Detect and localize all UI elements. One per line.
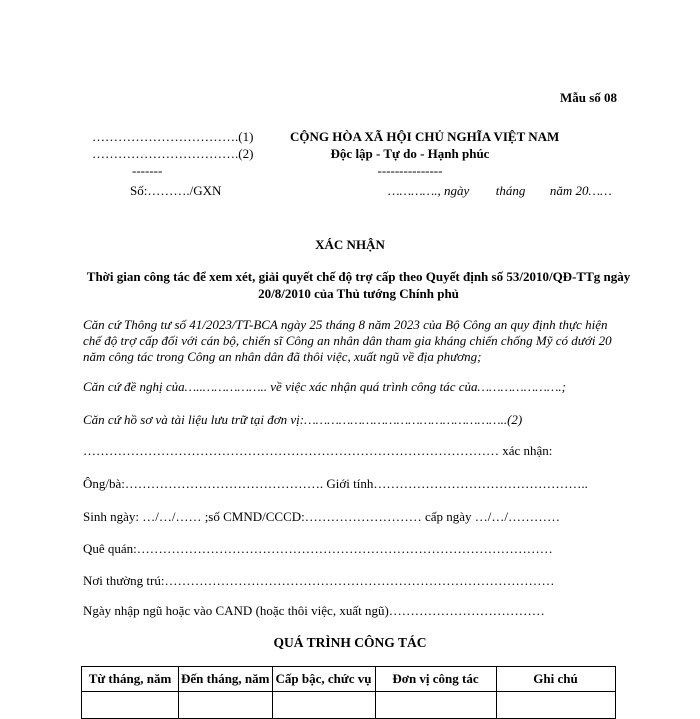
- country-name: CỘNG HÒA XÃ HỘI CHỦ NGHĨA VIỆT NAM: [290, 129, 560, 144]
- document-number: Số:………./GXN: [130, 183, 222, 198]
- date-month: tháng: [495, 183, 526, 198]
- place-date-line: [388, 183, 612, 199]
- enlistment-date-line: Ngày nhập ngũ hoặc vào CAND (hoặc thôi việc, xuất ngũ)………………………………: [83, 603, 545, 618]
- table-header-row: [82, 667, 616, 692]
- table-row: [82, 692, 616, 719]
- hometown-line: Quê quán:……………………………………………………………………………………: [83, 541, 553, 556]
- issuing-agency-block: [92, 128, 267, 179]
- table-cell: [496, 692, 615, 719]
- national-motto-block: [290, 128, 560, 179]
- name-gender-line: Ông/bà:………………………………………. Giới tính…………………………………………..: [83, 476, 588, 491]
- col-rank: Cấp bậc, chức vụ: [272, 667, 375, 692]
- section-title: QUÁ TRÌNH CÔNG TÁC: [273, 635, 427, 650]
- table-cell: [82, 692, 179, 719]
- agency-line-2: …………………………….(2): [92, 146, 254, 161]
- legal-basis-paragraph-3: Căn cứ hồ sơ và tài liệu lưu trữ tại đơn vị:……………………………………………..(2): [83, 412, 523, 427]
- agency-line-1: …………………………….(1): [92, 129, 254, 144]
- document-title: XÁC NHẬN: [315, 237, 385, 252]
- birth-id-line: Sinh ngày: …/…/…… ;số CMND/CCCD:……………………… cấp ngày …/…/…………: [83, 509, 561, 524]
- col-from: Từ tháng, năm: [82, 667, 179, 692]
- table-cell: [375, 692, 496, 719]
- work-history-table: [81, 666, 616, 719]
- agency-rule: -------: [132, 163, 163, 178]
- residence-line: Nơi thường trú:………………………………………………………………………………: [83, 573, 555, 588]
- col-note: Ghi chú: [496, 667, 615, 692]
- date-year: năm 20……: [549, 183, 612, 198]
- date-place: …………., ngày: [388, 183, 470, 198]
- confirming-unit-line: …………………………………………………………………………………… xác nhận:: [83, 443, 553, 458]
- legal-basis-paragraph-1: Căn cứ Thông tư số 41/2023/TT-BCA ngày 25 tháng 8 năm 2023 của Bộ Công an quy định thực hiện chế độ trợ cấp đối với cán bộ, chiến sĩ Công an nhân dân tham gia kháng chiến chống Mỹ có dưới 20 năm công tác trong Công an nhân dân đã thôi việc, xuất ngũ về địa phương;: [83, 317, 612, 364]
- motto-rule: ---------------: [377, 163, 443, 178]
- form-number: Mẫu số 08: [559, 90, 617, 105]
- legal-basis-paragraph-2: Căn cứ đề nghị của…..…………….. về việc xác nhận quá trình công tác của………………….;: [83, 379, 566, 394]
- col-unit: Đơn vị công tác: [375, 667, 496, 692]
- table-cell: [179, 692, 273, 719]
- document-subtitle: Thời gian công tác để xem xét, giải quyết chế độ trợ cấp theo Quyết định số 53/2010/QĐ-TTg ngày 20/8/2010 của Thủ tướng Chính phủ: [86, 269, 631, 301]
- col-to: Đến tháng, năm: [179, 667, 273, 692]
- motto: Độc lập - Tự do - Hạnh phúc: [330, 146, 490, 161]
- table-cell: [272, 692, 375, 719]
